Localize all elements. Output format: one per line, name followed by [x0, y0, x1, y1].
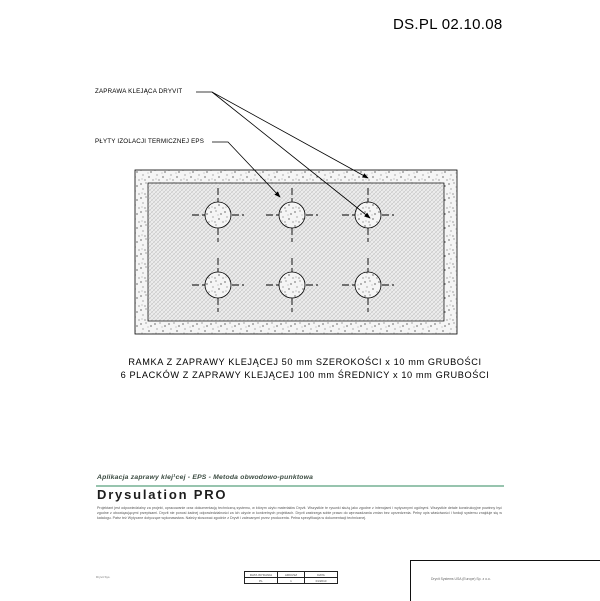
dab-circle: [279, 202, 305, 228]
tb-header-1: DATA WYDANIA: [245, 572, 278, 578]
disclaimer-text: Projektant jest odpowiedzialny za projekt, opracowanie oraz dokumentację techniczną systemu, w którym użyto materiałów Dryvit. Wszystkie te rysunki służą jako zgodne z intencjami i wytycznymi ogólnymi. Wszystkie detale konstrukcyjne powinny być zgodne z obowiązującymi przepisami. Dryvit nie ponosi żadnej odpowiedzialności za ich użycie w konkretnych projektach. Dryvit zastrzega sobie prawo do wprowadzania zmian bez uprzedzenia. Pełny opis właściwości i funkcji systemu znajduje się w katalogu. Patrz też Wytyczne dotyczące wykonawstwa. Należy stosować zgodnie z Dryvit i zalecanymi przez producenta. Pełna specyfikacja w dokumentacji technicznej.: [97, 506, 502, 521]
dab-circle: [205, 202, 231, 228]
document-code: DS.PL 02.10.08: [393, 16, 503, 33]
dab-circle: [355, 272, 381, 298]
callout-adhesive-label: ZAPRAWA KLEJĄCA DRYVIT: [95, 88, 183, 95]
brand-name: Drysulation PRO: [97, 487, 228, 502]
tb-value-2: 1: [278, 578, 305, 584]
dab-circle: [279, 272, 305, 298]
caption-frame-spec: RAMKA Z ZAPRAWY KLEJĄCEJ 50 mm SZEROKOŚCI x 10 mm GRUBOŚCI: [128, 357, 482, 367]
callout-panels-label: PŁYTY IZOLACJI TERMICZNEJ EPS: [95, 138, 205, 145]
caption-dabs-spec: 6 PLACKÓW Z ZAPRAWY KLEJĄCEJ 100 mm ŚREDNICY x 10 mm GRUBOŚCI: [120, 370, 490, 380]
tb-header-3: DATA: [305, 572, 338, 578]
title-block: [244, 571, 338, 584]
tb-header-2: ARKUSZ: [278, 572, 305, 578]
tb-value-1: PL: [245, 578, 278, 584]
tb-value-3: 01/2010: [305, 578, 338, 584]
footer-left-note: Dryvit Sys.: [96, 575, 111, 579]
company-label: Dryvit Systems USA (Europe) Sp. z o.o.: [431, 577, 491, 581]
dab-circle: [355, 202, 381, 228]
dab-circle: [205, 272, 231, 298]
sheet-subtitle: Aplikacja zaprawy klej¹cej - EPS - Metoda obwodowo-punktowa: [97, 474, 314, 481]
